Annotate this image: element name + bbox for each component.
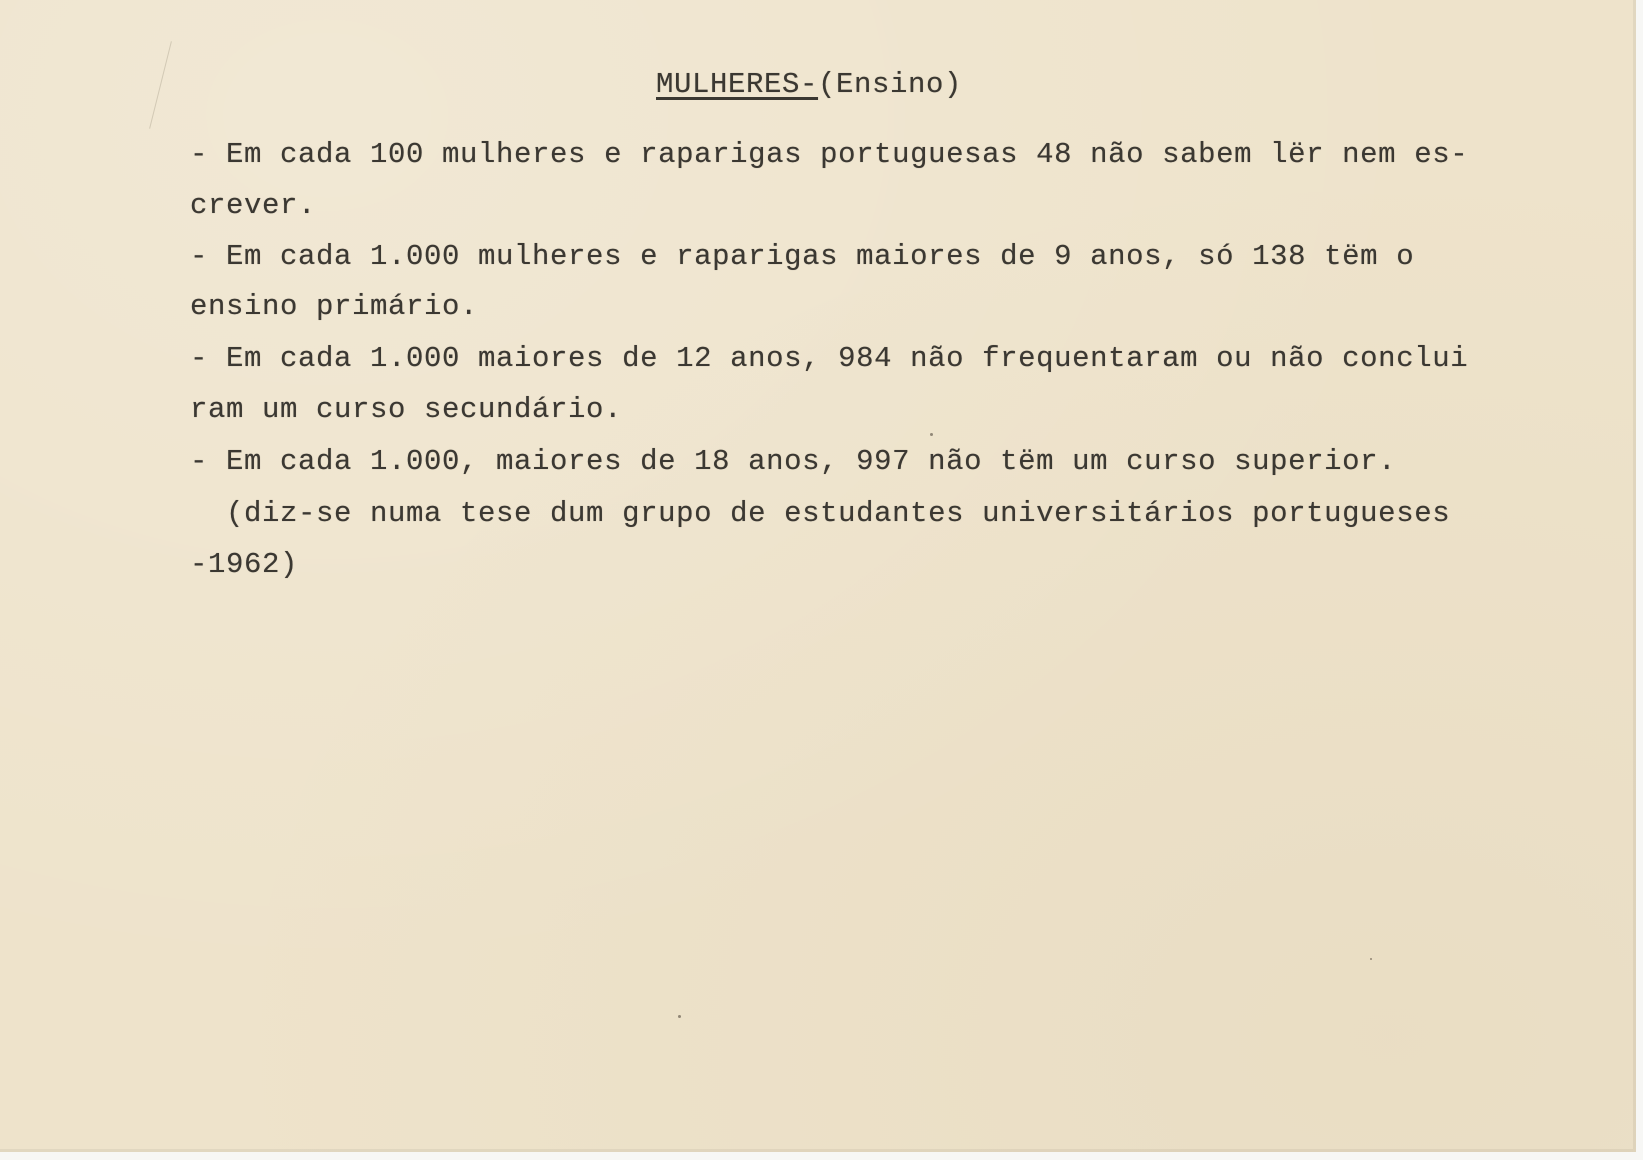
card-title [656,68,962,101]
paper-speck [678,1015,681,1018]
text-line: (diz-se numa tese dum grupo de estudantes universitários portugueses [190,497,1451,530]
title-underlined-word: MULHERES- [656,68,819,101]
text-line: ram um curso secundário. [190,393,623,426]
text-line: - Em cada 100 mulheres e raparigas portuguesas 48 não sabem lër nem es- [190,138,1469,171]
scan-border-bottom [0,1152,1643,1160]
text-line: - Em cada 1.000 mulheres e raparigas maiores de 9 anos, só 138 tëm o [190,240,1415,273]
title-subject: (Ensino) [818,68,963,101]
text-line: - Em cada 1.000, maiores de 18 anos, 997 não tëm um curso superior. [190,445,1397,478]
scan-border-right [1636,0,1643,1160]
text-line: ensino primário. [190,290,479,323]
paper-crease-mark [149,41,172,129]
text-line: crever. [190,189,317,222]
text-line: - Em cada 1.000 maiores de 12 anos, 984 não frequentaram ou não conclui [190,342,1469,375]
paper-speck [930,433,933,436]
text-line: -1962) [190,548,299,581]
paper-speck [1370,958,1372,960]
